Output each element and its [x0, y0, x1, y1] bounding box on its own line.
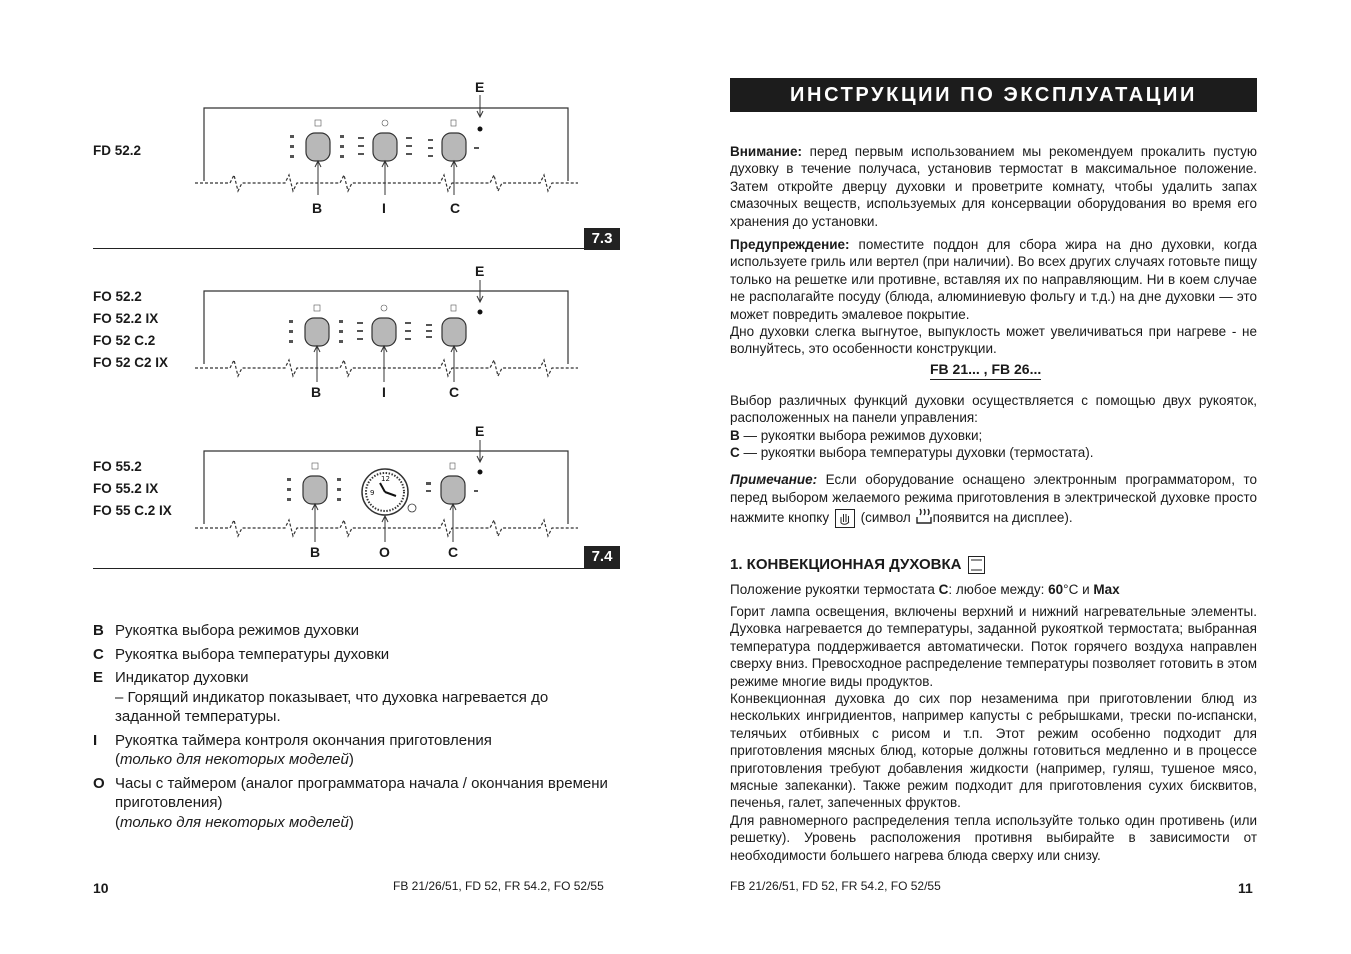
page-number-left: 10 — [93, 880, 109, 896]
note-body: Если оборудование оснащено электронным программатором, то перед выбором желаемого режима приготовления в электрической духовке просто нажмите кнопку — [730, 472, 1257, 526]
thermo-prefix: Положение рукоятки термостата — [730, 582, 939, 597]
thermo-mid: : любое между: — [948, 582, 1049, 597]
control-panel-diagram-2 — [190, 278, 580, 390]
legend-paren: ( — [115, 751, 120, 768]
figure-rule — [93, 248, 620, 249]
model-name: FO 55.2 — [93, 459, 142, 474]
warning-paragraph — [730, 236, 1257, 323]
knob-label: B — [310, 544, 321, 560]
convection-paragraph-1: Горит лампа освещения, включены верхний и нижний нагревательные элементы. Духовка нагревается до температуры, заданной рукояткой термостата; выбранная температура поддерживается автоматически. Поток горячего воздуха направлен сверху вниз. Превосходное распределение температуры позволяет готовить в этом режиме многие виды продуктов. — [730, 604, 1257, 689]
legend-item — [93, 731, 613, 770]
legend-text-main: Индикатор духовки — [115, 669, 249, 686]
indicator-label: E — [475, 79, 485, 95]
legend-note: только для некоторых моделей — [120, 813, 349, 831]
model-name: FO 52 C.2 — [93, 333, 156, 348]
legend-key: E — [93, 669, 104, 686]
figure-number: 7.4 — [584, 546, 620, 568]
legend-item — [93, 774, 613, 833]
legend-text: Рукоятка выбора температуры духовки — [115, 645, 390, 663]
model-name: FO 52.2 IX — [93, 311, 159, 326]
legend-key: B — [93, 622, 104, 639]
model-list-fig2 — [93, 286, 168, 374]
note-end: появится на дисплее). — [932, 510, 1073, 526]
choice-c-key: C — [730, 445, 740, 461]
legend-paren: ) — [348, 751, 354, 768]
legend-text-extra: – Горящий индикатор показывает, что духовка нагревается до заданной температуры. — [115, 688, 549, 725]
note-text — [730, 471, 1257, 530]
knob-label: B — [312, 200, 323, 216]
section-banner: ИНСТРУКЦИИ ПО ЭКСПЛУАТАЦИИ — [730, 78, 1257, 112]
choice-c — [730, 444, 1257, 461]
legend-text — [115, 668, 613, 727]
model-name: FD 52.2 — [93, 143, 142, 158]
convection-paragraph-3: Для равномерного распределения тепла используйте только один противень (или решетку). Уровень расположения противня выбирайте в зависимости от необходимости большего нагрева блюда сверху или снизу. — [730, 812, 1257, 863]
knob-label: I — [382, 384, 386, 400]
knob-label: B — [311, 384, 322, 400]
control-panel-diagram-3 — [190, 438, 580, 550]
model-name: FO 52.2 — [93, 289, 142, 304]
legend-item — [93, 668, 613, 727]
legend-text — [115, 731, 492, 770]
convection-paragraph-2: Конвекционная духовка до сих пор незаменима при приготовлении блюд из нескольких ингридиентов, например капусты с ребрышками, трески по-испански, телячьих отбивных с рисом и т.п. Этот режим особенно подходит для приготовления мясных блюд, которые должны готовиться медленно и в процессе приготовления требуют добавления жидкости (например, гуляш, тушеное мясо, мясные запеканки). Также режим подходит для приготовления сухих бисквитов, печенья, галет, запеченных фруктов. — [730, 691, 1257, 811]
legend-note: только для некоторых моделей — [120, 751, 349, 768]
legend-item — [93, 645, 613, 665]
page-number-right: 11 — [1238, 880, 1253, 896]
legend-text — [115, 774, 613, 833]
hand-button-icon — [835, 509, 855, 528]
figure-rule — [93, 568, 620, 569]
thermo-min: 60 — [1048, 582, 1064, 597]
legend-text: Рукоятка выбора режимов духовки — [115, 622, 360, 639]
knob-label: C — [449, 384, 460, 400]
footer-right: FB 21/26/51, FD 52, FR 54.2, FO 52/55 — [730, 879, 941, 893]
figure-number: 7.3 — [584, 228, 620, 250]
choice-b-key: B — [730, 427, 740, 443]
knob-label: O — [379, 544, 390, 560]
legend-key: O — [93, 774, 105, 792]
indicator-label: E — [475, 263, 485, 279]
convection-oven-icon — [968, 556, 985, 574]
choice-paragraph: Выбор различных функций духовки осуществляется с помощью двух рукояток, расположенных на панели управления: — [730, 393, 1257, 426]
legend-item — [93, 621, 613, 641]
steam-symbol-icon — [915, 507, 933, 530]
section-title — [730, 556, 987, 574]
choice-b — [730, 427, 1257, 444]
knob-label: I — [382, 200, 386, 216]
models-heading: FB 21... , FB 26... — [930, 361, 1041, 380]
thermo-key: C — [938, 582, 949, 597]
choice-b-text: — рукоятки выбора режимов духовки; — [739, 427, 983, 443]
svg-text:12: 12 — [381, 475, 390, 483]
legend-text-main: Рукоятка таймера контроля окончания приготовления — [115, 731, 492, 749]
warning-label: Предупреждение: — [730, 237, 850, 253]
thermostat-line — [730, 581, 1257, 598]
thermo-unit: °C и — [1063, 582, 1094, 597]
legend — [93, 621, 613, 836]
thermo-max: Max — [1093, 582, 1120, 597]
warning-text: поместите поддон для сбора жира на дно духовки, когда используете гриль или вертел (при наличии). Во всех других случаях готовьте пищу только на решетке или противне, вставляя их по направляющим. Ни в коем случае не располагайте посуду (блюда, алюминиевую фольгу и т.д.) на дне духовки — это может повредить эмалевое покрытие. — [730, 237, 1257, 322]
bottom-paragraph: Дно духовки слегка выгнутое, выпуклость может увеличиваться при нагреве - не волнуйтесь, это особенности конструкции. — [730, 324, 1257, 357]
legend-text-main: Часы с таймером (аналог программатора начала / окончания времени приготовления) — [115, 774, 608, 811]
model-name: FO 55 C.2 IX — [93, 503, 172, 518]
convection-text — [730, 603, 1257, 864]
knob-label: C — [448, 544, 459, 560]
model-name: FO 52 C2 IX — [93, 355, 169, 370]
note-label: Примечание: — [730, 472, 818, 487]
model-list-fig3 — [93, 456, 172, 522]
indicator-label: E — [475, 423, 485, 439]
knob-label: C — [450, 200, 461, 216]
model-name: FO 55.2 IX — [93, 481, 159, 496]
legend-key: I — [93, 731, 98, 749]
intro-text — [730, 143, 1257, 358]
legend-key: C — [93, 645, 104, 663]
footer-left: FB 21/26/51, FD 52, FR 54.2, FO 52/55 — [393, 879, 604, 893]
note-mid: (символ — [856, 510, 911, 526]
legend-paren: ) — [348, 813, 354, 831]
legend-paren: ( — [115, 813, 120, 831]
clock-timer — [362, 469, 416, 515]
attention-text: перед первым использованием мы рекомендуем прокалить пустую духовку в течение получаса, установив термостат в максимальное положение. Затем откройте дверцу духовки и проветрите комнату, чтобы удалить запах смазочных веществ, используемых для консервации оборудования во время его хранения до установки. — [730, 144, 1257, 229]
note-paragraph — [730, 471, 1257, 530]
choice-c-text: — рукоятки выбора температуры духовки (термостата). — [739, 445, 1094, 461]
choice-text — [730, 392, 1257, 462]
attention-label: Внимание: — [730, 144, 802, 159]
section-title-text: 1. КОНВЕКЦИОННАЯ ДУХОВКА — [730, 556, 962, 573]
control-panel-diagram-1 — [190, 95, 580, 205]
svg-text:9: 9 — [370, 489, 375, 497]
attention-paragraph — [730, 143, 1257, 230]
model-list-fig1 — [93, 140, 141, 162]
